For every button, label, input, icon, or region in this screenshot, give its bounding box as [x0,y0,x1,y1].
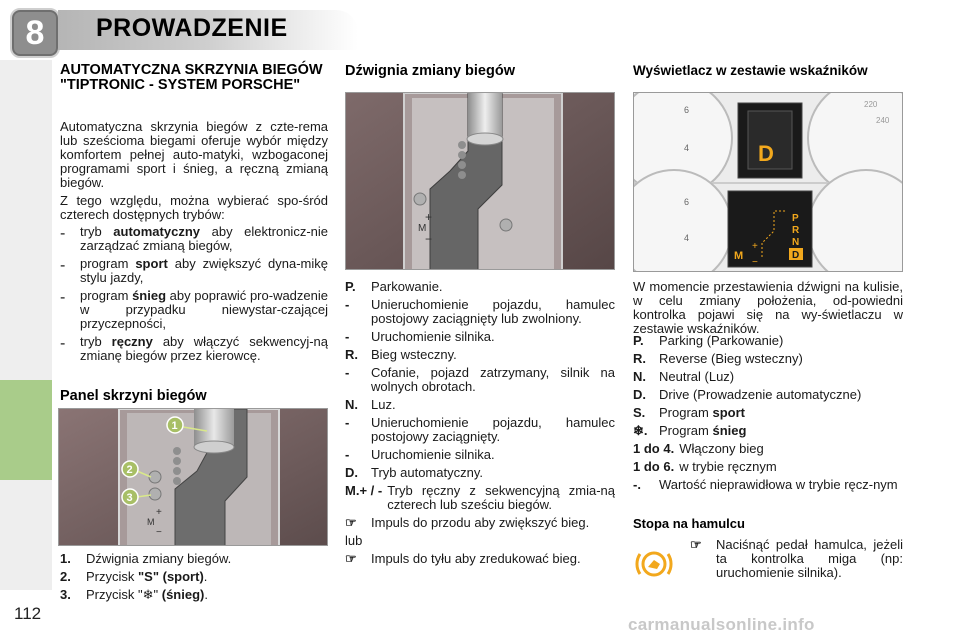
callout-1: 1 [171,420,178,432]
section-title-panel: Panel skrzyni biegów [60,388,207,404]
list-item: ☞ Naciśnąć pedał hamulca, jeżeli ta kontrolka miga (np: uruchomienie silnika). [690,537,903,580]
page-number: 112 [14,604,42,623]
list-item: 1 do 6. w trybie ręcznym [633,459,777,474]
display-letter-n: N [792,237,800,248]
foot-on-brake-icon [635,545,673,583]
tick-label: 6 [684,105,690,115]
display-letter-d: D [792,250,800,261]
list-item: 3. Przycisk "❄" (śnieg). [60,587,208,602]
list-item: 2. Przycisk "S" (sport). [60,569,208,584]
section-title-brake: Stopa na hamulcu [633,516,745,531]
list-item: N. Luz. [345,397,396,412]
list-item: - tryb automatyczny aby elektronicz-nie zarządzać zmianą biegów, [60,224,328,253]
list-item: - Cofanie, pojazd zatrzymany, silnik na wolnych obrotach. [345,365,615,394]
gear-panel-image [58,408,328,546]
list-item: N. Neutral (Luz) [633,369,735,384]
list-item: S. Program sport [633,405,745,420]
tick-label: 6 [684,197,690,207]
list-item: D. Tryb automatyczny. [345,465,483,480]
display-gear: D [758,141,774,166]
list-item: R. Reverse (Bieg wsteczny) [633,351,803,366]
side-tab [0,480,52,590]
intro-paragraph-2: Z tego względu, można wybierać spo-śród czterech dostępnych trybów: [60,193,328,222]
list-item: M.+ / - Tryb ręczny z sekwencyjną zmia-ną czterech lub sześciu biegów. [345,483,615,512]
list-item: ❄. Program śnieg [633,423,747,438]
tick-label: 220 [864,100,878,109]
instrument-cluster-image [633,92,903,272]
gear-lever-image [345,92,615,270]
display-letter-p: P [792,213,799,224]
display-letter-r: R [792,225,800,236]
panel-items-list [60,552,330,606]
plus-label: + [425,210,433,224]
section-title-main: AUTOMATYCZNA SKRZYNIA BIEGÓW "TIPTRONIC - SYSTEM PORSCHE" [60,62,323,93]
intro-paragraph-1: Automatyczna skrzynia biegów z czte-rema lub sześcioma biegami oferuje wybór między komfortem pełnej auto-matyki, wzbogaconej programami sport i śnieg, a ręczną zmianą biegów. [60,119,328,190]
minus-label: − [156,527,162,538]
page-title: PROWADZENIE [96,14,288,42]
plus-label: + [156,507,162,518]
chapter-number-box [10,8,60,58]
list-item: - program śnieg aby poprawić pro-wadzenie w przypadku niewystar-czającej przyczepności, [60,288,328,331]
modes-list [60,225,328,363]
display-plus: + [752,241,758,252]
display-intro: W momencie przestawienia dźwigni na kulisie, w celu zmiany położenia, od-powiedni kontrolka pojawi się na wy-świetlaczu w zestawie wskaźników. [633,279,903,336]
list-item: ☞ Impuls do tyłu aby zredukować bieg. [345,551,581,566]
list-item: R. Bieg wsteczny. [345,347,457,362]
tick-label: 240 [876,116,890,125]
display-minus: − [752,257,758,268]
list-item: - Unieruchomienie pojazdu, hamulec postojowy zaciągnięty. [345,415,615,444]
m-label: M [418,223,427,234]
side-tab [0,60,52,380]
list-item: - Uruchomienie silnika. [345,329,495,344]
section-main-body [60,120,328,367]
callout-2: 2 [126,464,133,476]
section-title-display: Wyświetlacz w zestawie wskaźników [633,63,868,78]
display-items-list [633,334,903,496]
chapter-number: 8 [25,14,45,52]
or-label: lub [345,533,363,548]
lever-items-list [345,280,615,570]
list-item: - Unieruchomienie pojazdu, hamulec postojowy zaciągnięty lub zwolniony. [345,297,615,326]
list-item: - program sport aby zwiększyć dyna-mikę stylu jazdy, [60,256,328,285]
tick-label: 4 [684,143,690,153]
list-item: D. Drive (Prowadzenie automatyczne) [633,387,862,402]
list-item: ☞ Impuls do przodu aby zwiększyć bieg. [345,515,590,530]
list-item: -. Wartość nieprawidłowa w trybie ręcz-nym [633,477,898,492]
side-tab-active [0,380,52,480]
display-m: M [734,250,744,262]
watermark: carmanualsonline.info [628,615,815,634]
list-item: 1 do 4. Włączony bieg [633,441,764,456]
list-item: P. Parking (Parkowanie) [633,333,784,348]
section-title-lever: Dźwignia zmiany biegów [345,63,515,79]
callout-3: 3 [126,492,133,504]
minus-label: − [425,232,433,246]
tick-label: 4 [684,233,690,243]
list-item: - tryb ręczny aby włączyć sekwencyj-ną zmianę biegów przez kierowcę. [60,334,328,363]
brake-item [690,538,903,584]
list-item: P. Parkowanie. [345,279,443,294]
list-item: - Uruchomienie silnika. [345,447,495,462]
m-label: M [147,517,155,527]
list-item: 1. Dźwignia zmiany biegów. [60,551,232,566]
